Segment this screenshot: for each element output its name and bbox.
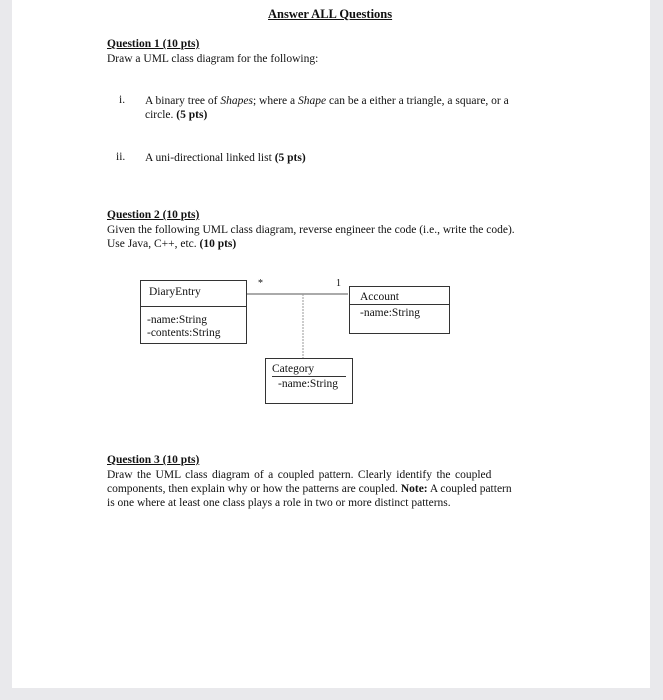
q1-item-i-number: i. [119, 94, 126, 106]
diaryentry-multiplicity: * [258, 278, 263, 289]
diaryentry-class-name: DiaryEntry [149, 286, 201, 298]
account-class-box [349, 286, 450, 334]
q1-item-i-line1: A binary tree of Shapes; where a Shape can be a either a triangle, a square, or a [145, 95, 509, 107]
q1-item-ii-number: ii. [116, 151, 126, 163]
category-class-box [265, 358, 353, 404]
diaryentry-attr-contents: -contents:String [147, 327, 221, 339]
account-attr-name: -name:String [350, 304, 449, 320]
question-2-title: Question 2 (10 pts) [107, 209, 200, 221]
diaryentry-attributes [141, 306, 246, 340]
category-attr-name: -name:String [272, 376, 346, 391]
diaryentry-attr-name: -name:String [147, 314, 208, 326]
question-3-line2: components, then explain why or how the patterns are coupled. Note: A coupled pattern [107, 483, 512, 495]
question-2-line1: Given the following UML class diagram, reverse engineer the code (i.e., write the code). [107, 224, 515, 236]
question-3-title: Question 3 (10 pts) [107, 454, 200, 466]
question-3-line1: Draw the UML class diagram of a coupled pattern. Clearly identify the coupled [107, 469, 492, 481]
q1-item-ii-text: A uni-directional linked list (5 pts) [145, 152, 306, 164]
page-heading: Answer ALL Questions [268, 7, 393, 21]
association-lines [12, 0, 650, 688]
account-multiplicity: 1 [336, 278, 341, 289]
question-1-intro: Draw a UML class diagram for the following: [107, 53, 319, 65]
question-2-line2: Use Java, C++, etc. (10 pts) [107, 238, 237, 250]
question-3-line3: is one where at least one class plays a role in two or more distinct patterns. [107, 497, 451, 509]
account-class-name: Account [360, 291, 399, 303]
document-page [12, 0, 650, 688]
diaryentry-class-box [140, 280, 247, 344]
question-1-title: Question 1 (10 pts) [107, 38, 200, 50]
q1-item-i-line2: circle. (5 pts) [145, 109, 208, 121]
category-class-name: Category [272, 363, 315, 375]
